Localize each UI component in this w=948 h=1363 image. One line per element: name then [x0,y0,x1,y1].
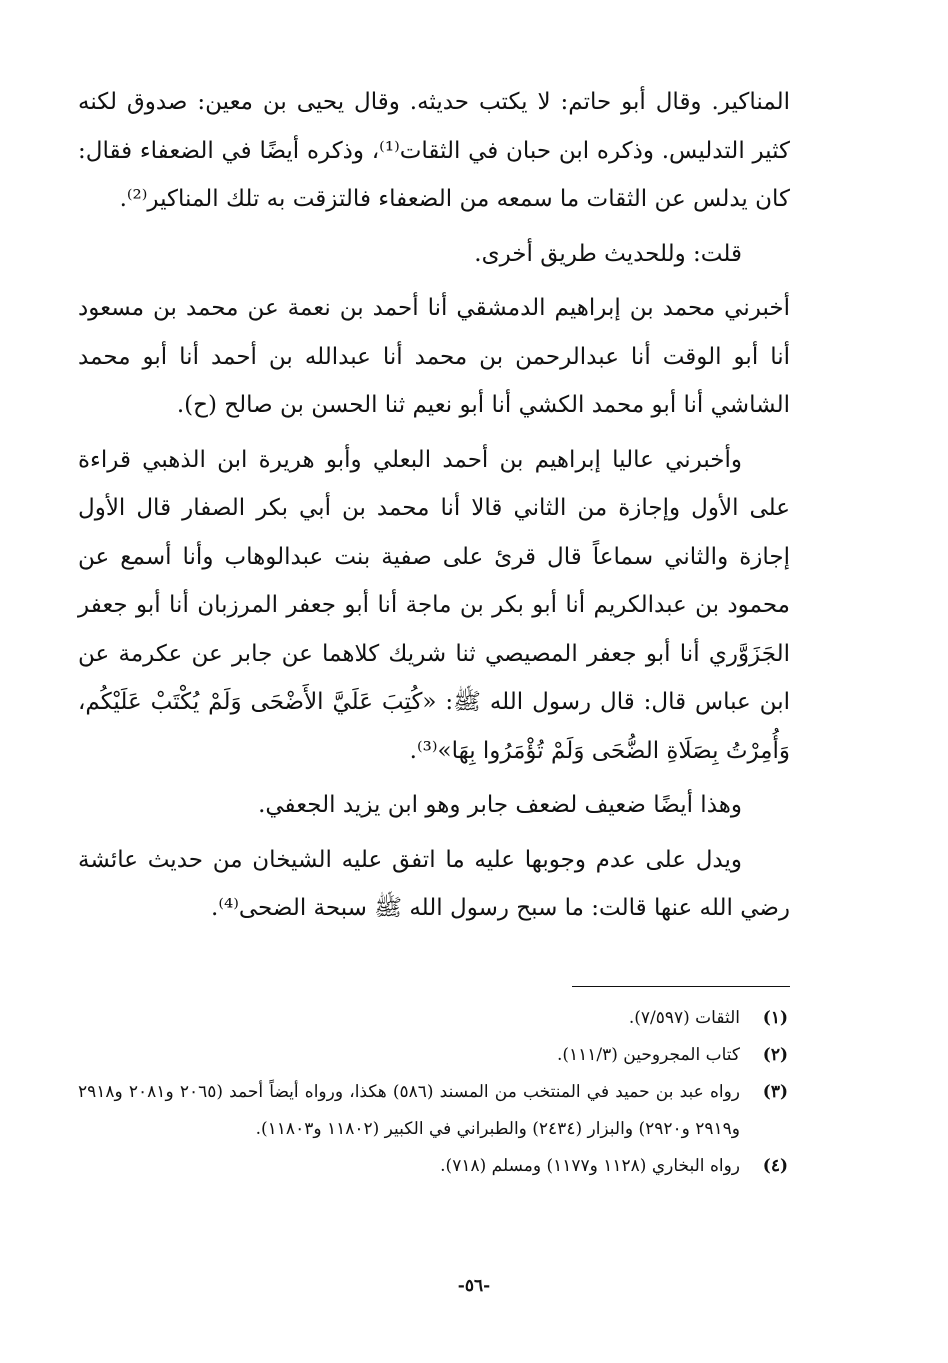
footnotes [78,1000,788,1185]
page-number: -٥٦- [457,1276,491,1296]
footnote-separator [572,986,790,987]
footnote-number: (٢) [762,1045,788,1065]
footnote-number: (٤) [762,1156,788,1176]
footnote-item [78,1000,788,1037]
footnote-item [78,1148,788,1185]
footnote-number: (١) [762,1008,788,1028]
footnote-text: رواه البخاري (١١٢٨ و١١٧٧) ومسلم (٧١٨). [440,1156,740,1176]
footnote-text: كتاب المجروحين (١١١/٣). [556,1045,740,1065]
paragraph: أخبرني محمد بن إبراهيم الدمشقي أنا أحمد بن نعمة عن محمد بن مسعود أنا أبو الوقت أنا عبدالرحمن بن محمد أنا عبدالله بن أحمد أنا أبو محمد الشاشي أنا أبو محمد الكشي أنا أبو نعيم ثنا الحسن بن صالح (ح). [78,295,790,418]
main-text [78,78,790,939]
footnote-item [78,1074,788,1148]
footnote-text: رواه عبد بن حميد في المنتخب من المسند (٥٨٦) هكذا، ورواه أيضاً أحمد (٢٠٦٥ و٢٠٨١ و٢٩١٨ و٢٩١٩ و٢٩٢٠) والبزار (٢٤٣٤) والطبراني في الكبير (١١٨٠٢ و١١٨٠٣). [78,1082,741,1139]
paragraph: قلت: وللحديث طريق أخرى. [474,240,742,267]
paragraph: ويدل على عدم وجوبها عليه ما اتفق عليه الشيخان من حديث عائشة رضي الله عنها قالت: ما سبح رسول الله ﷺ سبحة الضحى⁽⁴⁾. [78,846,790,921]
footnote-item [78,1037,788,1074]
footnote-text: الثقات (٧/٥٩٧). [628,1008,740,1028]
footnote-number: (٣) [762,1082,788,1102]
paragraph: المناكير. وقال أبو حاتم: لا يكتب حديثه. وقال يحيى بن معين: صدوق لكنه كثير التدليس. وذكره ابن حبان في الثقات⁽¹⁾، وذكره أيضًا في الضعفاء فقال: كان يدلس عن الثقات ما سمعه من الضعفاء فالتزقت به تلك المناكير⁽²⁾. [78,89,790,212]
paragraph: وأخبرني عاليا إبراهيم بن أحمد البعلي وأبو هريرة ابن الذهبي قراءة على الأول وإجازة من الثاني قالا أنا محمد بن أبي بكر الصفار قال الأول إجازة والثاني سماعاً قال قرئ على صفية بنت عبدالوهاب وأنا أسمع عن محمود بن عبدالكريم أنا أبو بكر بن ماجة أنا أبو جعفر المرزبان أنا أبو جعفر الجَزَوَّري أنا أبو جعفر المصيصي ثنا شريك كلاهما عن جابر عن عكرمة عن ابن عباس قال: قال رسول الله ﷺ: «كُتِبَ عَلَيَّ الأَضْحَى وَلَمْ يُكْتَبْ عَلَيْكُم، وَأُمِرْتُ بِصَلَاةِ الضُّحَى وَلَمْ تُؤْمَرُوا بِهَا»⁽³⁾. [78,446,790,764]
paragraph: وهذا أيضًا ضعيف لضعف جابر وهو ابن يزيد الجعفي. [258,792,742,818]
